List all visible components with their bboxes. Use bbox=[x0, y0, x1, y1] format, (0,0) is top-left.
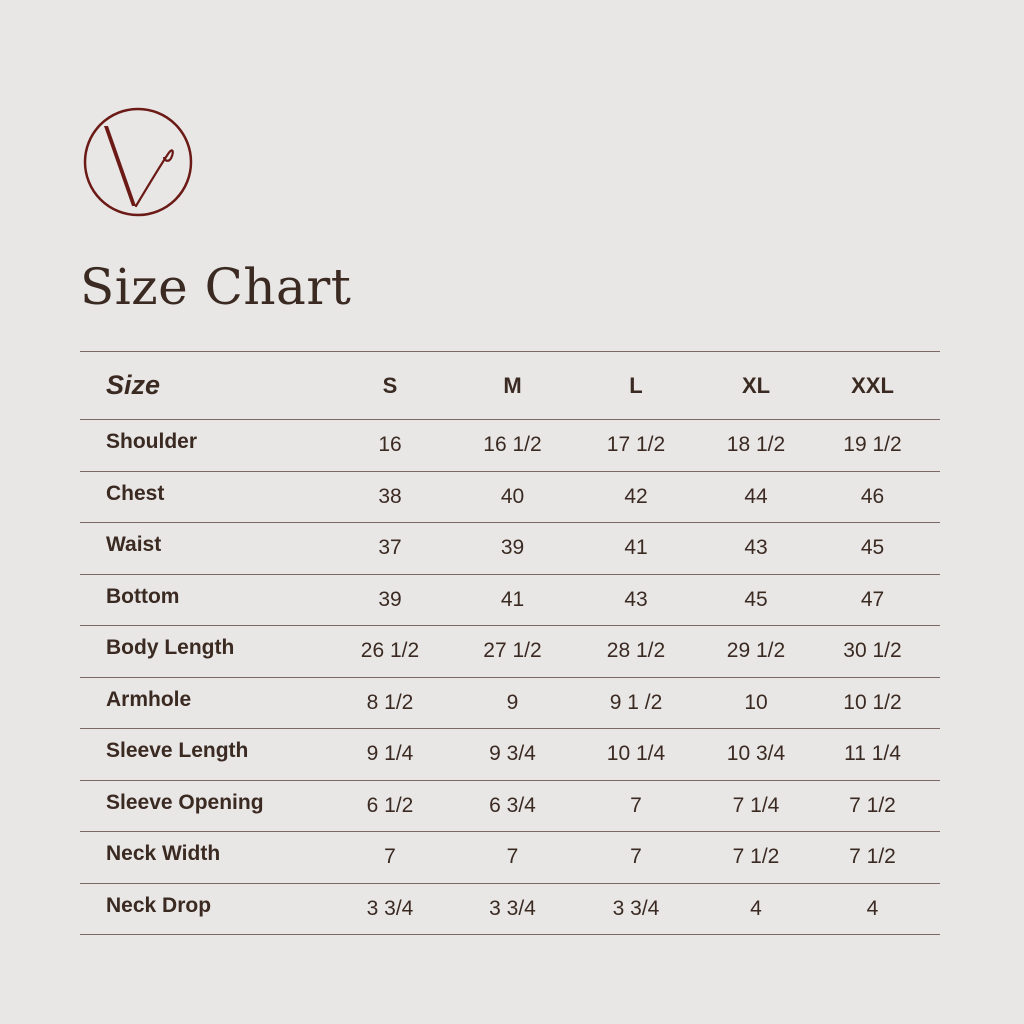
value-cell: 30 1/2 bbox=[843, 639, 902, 663]
value-cell: 10 bbox=[744, 690, 768, 714]
page-title: Size Chart bbox=[80, 258, 352, 316]
row-label: Waist bbox=[106, 533, 162, 557]
value-cell: 26 1/2 bbox=[360, 639, 420, 663]
value-cell: 18 1/2 bbox=[726, 433, 786, 457]
header-size-xl: XL bbox=[741, 372, 771, 398]
value-cell: 39 bbox=[500, 536, 525, 560]
value-cell: 9 1/4 bbox=[366, 742, 414, 766]
row-label: Sleeve Length bbox=[106, 739, 249, 763]
value-cell: 43 bbox=[744, 536, 768, 560]
row-label: Armhole bbox=[106, 687, 192, 711]
value-cell: 19 1/2 bbox=[843, 433, 902, 457]
value-cell: 10 1/2 bbox=[843, 690, 902, 714]
row-values bbox=[330, 588, 940, 612]
value-cell: 45 bbox=[860, 536, 885, 560]
table-row bbox=[80, 523, 940, 575]
value-cell: 3 3/4 bbox=[366, 896, 414, 920]
value-cell: 41 bbox=[624, 536, 648, 560]
value-cell: 47 bbox=[860, 587, 885, 611]
header-size-l: L bbox=[629, 372, 643, 398]
value-cell: 4 bbox=[866, 896, 879, 920]
row-values bbox=[330, 897, 940, 921]
row-values bbox=[330, 536, 940, 560]
brand-logo bbox=[82, 106, 194, 218]
value-cell: 7 bbox=[384, 845, 396, 869]
row-label: Shoulder bbox=[106, 430, 198, 454]
value-cell: 6 1/2 bbox=[366, 793, 414, 817]
row-values bbox=[330, 742, 940, 766]
value-cell: 8 1/2 bbox=[366, 690, 414, 714]
value-cell: 29 1/2 bbox=[726, 639, 786, 663]
value-cell: 11 1/4 bbox=[844, 742, 901, 766]
value-cell: 39 bbox=[378, 587, 402, 611]
header-size-xxl: XXL bbox=[851, 372, 894, 398]
value-cell: 46 bbox=[860, 484, 885, 508]
v-monogram-icon bbox=[82, 106, 194, 218]
value-cell: 7 1/2 bbox=[732, 845, 780, 869]
row-values bbox=[330, 485, 940, 509]
value-cell: 16 1/2 bbox=[483, 433, 542, 457]
value-cell: 9 bbox=[506, 690, 519, 714]
value-cell: 44 bbox=[744, 484, 768, 508]
table-row bbox=[80, 575, 940, 627]
row-values bbox=[330, 845, 940, 869]
value-cell: 3 3/4 bbox=[489, 896, 536, 920]
table-row bbox=[80, 884, 940, 936]
value-cell: 7 1/2 bbox=[849, 845, 896, 869]
value-cell: 37 bbox=[378, 536, 402, 560]
value-cell: 43 bbox=[624, 587, 648, 611]
table-header-row bbox=[80, 352, 940, 420]
row-values bbox=[330, 691, 940, 715]
header-size-m: M bbox=[503, 372, 522, 398]
value-cell: 9 1 /2 bbox=[609, 690, 663, 714]
value-cell: 7 bbox=[506, 845, 519, 869]
header-size-columns bbox=[330, 373, 940, 399]
value-cell: 4 bbox=[750, 896, 762, 920]
table-row bbox=[80, 626, 940, 678]
value-cell: 27 1/2 bbox=[483, 639, 542, 663]
value-cell: 7 1/4 bbox=[732, 793, 780, 817]
value-cell: 7 bbox=[630, 845, 642, 869]
row-label: Sleeve Opening bbox=[106, 790, 264, 814]
row-label: Body Length bbox=[106, 636, 235, 660]
value-cell: 16 bbox=[378, 433, 402, 457]
value-cell: 28 1/2 bbox=[606, 639, 666, 663]
row-values bbox=[330, 794, 940, 818]
table-row bbox=[80, 781, 940, 833]
value-cell: 9 3/4 bbox=[489, 742, 536, 766]
row-values bbox=[330, 639, 940, 663]
table-body bbox=[80, 420, 940, 935]
table-row bbox=[80, 472, 940, 524]
row-label: Chest bbox=[106, 481, 165, 505]
value-cell: 6 3/4 bbox=[489, 793, 536, 817]
value-cell: 42 bbox=[624, 484, 648, 508]
table-row bbox=[80, 420, 940, 472]
row-label: Bottom bbox=[106, 584, 180, 608]
value-cell: 7 bbox=[630, 793, 642, 817]
value-cell: 3 3/4 bbox=[612, 896, 660, 920]
table-row bbox=[80, 678, 940, 730]
value-cell: 10 3/4 bbox=[726, 742, 786, 766]
value-cell: 41 bbox=[500, 587, 525, 611]
table-row bbox=[80, 729, 940, 781]
value-cell: 7 1/2 bbox=[849, 793, 896, 817]
header-size-label: Size bbox=[106, 370, 161, 400]
row-values bbox=[330, 433, 940, 457]
value-cell: 38 bbox=[378, 484, 402, 508]
value-cell: 45 bbox=[744, 587, 768, 611]
size-chart-table bbox=[80, 351, 940, 935]
table-row bbox=[80, 832, 940, 884]
row-label: Neck Width bbox=[106, 842, 221, 866]
row-label: Neck Drop bbox=[106, 893, 212, 917]
value-cell: 40 bbox=[500, 484, 525, 508]
header-size-s: S bbox=[382, 372, 398, 398]
value-cell: 17 1/2 bbox=[606, 433, 666, 457]
value-cell: 10 1/4 bbox=[606, 742, 666, 766]
